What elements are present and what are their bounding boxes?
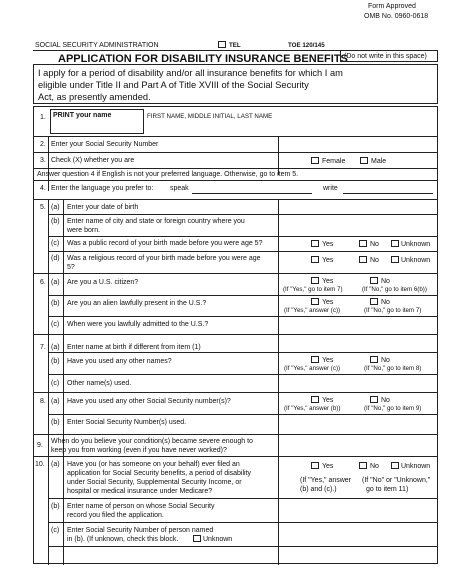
- row-rule: [33, 180, 438, 181]
- alien-yes-instruction: (If "Yes," answer (c)): [284, 307, 341, 314]
- row-rule: [33, 199, 438, 200]
- row-rule: [33, 152, 438, 153]
- onset-date-input[interactable]: [280, 436, 435, 454]
- item-10a-tag: (a): [51, 461, 60, 468]
- alien-yes-checkbox[interactable]: [311, 298, 319, 305]
- speak-label: speak: [170, 185, 189, 192]
- row-rule: [33, 136, 438, 137]
- dob-input[interactable]: [280, 201, 435, 213]
- record-holder-ssn-label-2: in (b). (If unknown, check this block.: [67, 536, 179, 543]
- item-7-number: 7.: [40, 344, 46, 351]
- speak-input[interactable]: [192, 182, 312, 193]
- religious-record-no-label: No: [370, 257, 379, 264]
- female-label: Female: [322, 158, 346, 165]
- birthplace-label-2: were born.: [67, 227, 101, 234]
- other-names-no-checkbox[interactable]: [370, 356, 378, 363]
- prior-application-no-instruction-1: (If "No" or "Unknown,": [362, 477, 431, 484]
- public-record-label: Was a public record of your birth made before you were age 5?: [67, 240, 263, 247]
- item-7a-tag: (a): [51, 344, 60, 351]
- item-5b-tag: (b): [51, 218, 60, 225]
- prior-application-label-3: under Social Security, Supplemental Security Income, or: [67, 479, 242, 486]
- prior-application-yes-instruction-1: (If "Yes," answer: [300, 477, 352, 484]
- other-names-used-label: Other name(s) used.: [67, 380, 132, 387]
- other-names-input[interactable]: [280, 376, 435, 390]
- other-names-label: Have you used any other names?: [67, 358, 172, 365]
- office-use-label: (Do not write in this space): [344, 53, 427, 60]
- birth-name-label: Enter name at birth if different from item (1): [67, 344, 201, 351]
- row-rule: [48, 498, 438, 499]
- onset-label-1: When do you believe your condition(s) became severe enough to: [51, 438, 253, 445]
- item-6c-tag: (c): [51, 321, 60, 328]
- item-4-number: 4.: [40, 185, 46, 192]
- item-8a-tag: (a): [51, 398, 60, 405]
- prior-application-unknown-label: Unknown: [401, 463, 431, 470]
- other-names-yes-instruction: (If "Yes," answer (c)): [284, 365, 341, 372]
- tel-label: TEL: [229, 42, 241, 49]
- alien-no-checkbox[interactable]: [370, 298, 378, 305]
- record-holder-ssn-unknown-checkbox[interactable]: [193, 535, 201, 542]
- record-holder-label-1: Enter name of person on whose Social Security: [67, 503, 215, 510]
- public-record-no-checkbox[interactable]: [359, 240, 367, 247]
- other-names-yes-label: Yes: [322, 357, 334, 364]
- name-input[interactable]: [146, 121, 436, 133]
- row-rule: [33, 334, 438, 335]
- item-5a-tag: (a): [51, 204, 60, 211]
- citizen-yes-label: Yes: [322, 278, 334, 285]
- item-5d-tag: (d): [51, 255, 60, 262]
- prior-application-label-1: Have you (or has someone on your behalf) ever filed an: [67, 461, 240, 468]
- other-ssn-yes-checkbox[interactable]: [311, 396, 319, 403]
- row-rule: [48, 316, 438, 317]
- female-checkbox[interactable]: [311, 157, 319, 164]
- birthplace-label-1: Enter name of city and state or foreign country where you: [67, 218, 245, 225]
- ssn-used-input[interactable]: [280, 416, 435, 432]
- write-input[interactable]: [343, 182, 433, 193]
- record-holder-input[interactable]: [280, 500, 435, 520]
- other-names-yes-checkbox[interactable]: [311, 356, 319, 363]
- religious-record-no-checkbox[interactable]: [359, 256, 367, 263]
- other-ssn-label: Have you used any other Social Security number(s)?: [67, 398, 231, 405]
- other-ssn-no-label: No: [381, 397, 390, 404]
- citizen-yes-instruction: (If "Yes," go to item 7): [283, 286, 343, 293]
- ssn-input[interactable]: [280, 138, 435, 150]
- public-record-unknown-label: Unknown: [401, 241, 431, 248]
- religious-record-yes-checkbox[interactable]: [311, 256, 319, 263]
- other-ssn-no-instruction: (If "No," go to item 9): [364, 405, 422, 412]
- alien-label: Are you an alien lawfully present in the U.S.?: [67, 300, 207, 307]
- item-8b-tag: (b): [51, 419, 60, 426]
- row-rule: [48, 214, 438, 215]
- onset-label-2: keep you from working (even if you have never worked)?: [51, 447, 227, 454]
- item-10b-tag: (b): [51, 503, 60, 510]
- sex-label: Check (X) whether you are: [51, 157, 135, 164]
- birthplace-input[interactable]: [280, 216, 435, 234]
- public-record-unknown-checkbox[interactable]: [391, 240, 399, 247]
- citizen-no-checkbox[interactable]: [370, 277, 378, 284]
- intro-line-1: I apply for a period of disability and/or all insurance benefits for which I am: [38, 68, 343, 78]
- item-3-number: 3.: [40, 157, 46, 164]
- item-8-number: 8.: [40, 398, 46, 405]
- other-names-no-label: No: [381, 357, 390, 364]
- write-underline: [343, 193, 433, 194]
- ssn-label: Enter your Social Security Number: [51, 141, 159, 148]
- prior-application-yes-instruction-2: (b) and (c).): [300, 486, 337, 493]
- male-label: Male: [371, 158, 387, 165]
- item-10-number: 10.: [35, 461, 45, 468]
- row-rule: [33, 434, 438, 435]
- dob-label: Enter your date of birth: [67, 204, 139, 211]
- citizen-yes-checkbox[interactable]: [311, 277, 319, 284]
- public-record-no-label: No: [370, 241, 379, 248]
- write-label: write: [323, 185, 338, 192]
- form-code: TOE 120/145: [288, 42, 325, 49]
- intro-line-2: eligible under Title II and Part A of Title XVIII of the Social Security: [38, 80, 309, 90]
- tel-checkbox[interactable]: [218, 41, 226, 48]
- record-holder-ssn-label-1: Enter Social Security Number of person named: [67, 527, 214, 534]
- item-7b-tag: (b): [51, 358, 60, 365]
- admitted-label: When were you lawfully admitted to the U.S.?: [67, 321, 209, 328]
- item-2-number: 2.: [40, 141, 46, 148]
- record-holder-label-2: record you filed the application.: [67, 512, 164, 519]
- row-rule: [48, 251, 438, 252]
- item-5c-tag: (c): [51, 240, 60, 247]
- form-approved-label: Form Approved: [368, 3, 416, 10]
- col-rule: [278, 199, 279, 565]
- agency-name: SOCIAL SECURITY ADMINISTRATION: [35, 42, 159, 49]
- other-ssn-yes-label: Yes: [322, 397, 334, 404]
- item-5-number: 5.: [40, 204, 46, 211]
- col-rule: [278, 136, 279, 175]
- prior-application-yes-label: Yes: [322, 463, 334, 470]
- row-rule: [48, 374, 438, 375]
- row-rule: [48, 546, 438, 547]
- citizen-label: Are you a U.S. citizen?: [67, 279, 139, 286]
- alien-no-instruction: (If "No," go to item 7): [364, 307, 422, 314]
- admitted-date-input[interactable]: [280, 318, 435, 330]
- col-rule: [63, 199, 64, 565]
- religious-record-yes-label: Yes: [322, 257, 334, 264]
- speak-underline: [192, 193, 312, 194]
- prior-application-yes-checkbox[interactable]: [311, 462, 319, 469]
- language-label: Enter the language you prefer to:: [51, 185, 154, 192]
- row-rule: [48, 236, 438, 237]
- religious-record-label-1: Was a religious record of your birth made before you were age: [67, 255, 261, 262]
- religious-record-unknown-label: Unknown: [401, 257, 431, 264]
- prior-application-no-checkbox[interactable]: [359, 462, 367, 469]
- name-label: PRINT your name: [53, 112, 112, 119]
- other-names-no-instruction: (If "No," go to item 8): [364, 365, 422, 372]
- item-9-number: 9.: [37, 442, 43, 449]
- religious-record-label-2: 5?: [67, 264, 75, 271]
- row-rule: [48, 414, 438, 415]
- row-rule: [33, 168, 438, 169]
- row-rule: [48, 295, 438, 296]
- item-10c-tag: (c): [51, 527, 60, 534]
- omb-number: OMB No. 0960-0618: [364, 13, 429, 20]
- col-rule: [48, 199, 49, 565]
- row-rule: [48, 522, 438, 523]
- male-checkbox[interactable]: [360, 157, 368, 164]
- item-1-number: 1.: [40, 114, 46, 121]
- row-rule: [48, 352, 438, 353]
- intro-line-3: Act, as presently amended.: [38, 92, 151, 102]
- row-rule: [33, 392, 438, 393]
- col-rule: [48, 136, 49, 191]
- prior-application-no-label: No: [370, 463, 379, 470]
- other-ssn-no-checkbox[interactable]: [370, 396, 378, 403]
- row-rule: [33, 273, 438, 274]
- citizen-no-instruction: (If "No," go to item 6(b)): [362, 286, 427, 293]
- record-holder-ssn-input[interactable]: [280, 524, 435, 544]
- prior-application-unknown-checkbox[interactable]: [391, 462, 399, 469]
- birth-name-input[interactable]: [280, 337, 435, 350]
- item-6-number: 6.: [40, 279, 46, 286]
- public-record-yes-checkbox[interactable]: [311, 240, 319, 247]
- other-ssn-yes-instruction: (If "Yes," answer (b)): [284, 405, 341, 412]
- prior-application-label-2: application for Social Security benefits, a period of disability: [67, 470, 252, 477]
- ssn-used-label: Enter Social Security Number(s) used.: [67, 419, 187, 426]
- prior-application-label-4: hospital or medical insurance under Medicare?: [67, 488, 213, 495]
- record-holder-ssn-unknown-label: Unknown: [203, 536, 233, 543]
- item-6a-tag: (a): [51, 279, 60, 286]
- alien-no-label: No: [381, 299, 390, 306]
- form-title: APPLICATION FOR DISABILITY INSURANCE BENEFITS: [58, 53, 348, 65]
- item-4-note: Answer question 4 if English is not your preferred language. Otherwise, go to item 5.: [37, 171, 299, 178]
- item-7c-tag: (c): [51, 380, 60, 387]
- item-6b-tag: (b): [51, 300, 60, 307]
- alien-yes-label: Yes: [322, 299, 334, 306]
- name-hint: FIRST NAME, MIDDLE INITIAL, LAST NAME: [147, 113, 273, 120]
- religious-record-unknown-checkbox[interactable]: [391, 256, 399, 263]
- prior-application-no-instruction-2: go to item 11): [366, 486, 409, 493]
- public-record-yes-label: Yes: [322, 241, 334, 248]
- row-rule: [33, 456, 438, 457]
- citizen-no-label: No: [381, 278, 390, 285]
